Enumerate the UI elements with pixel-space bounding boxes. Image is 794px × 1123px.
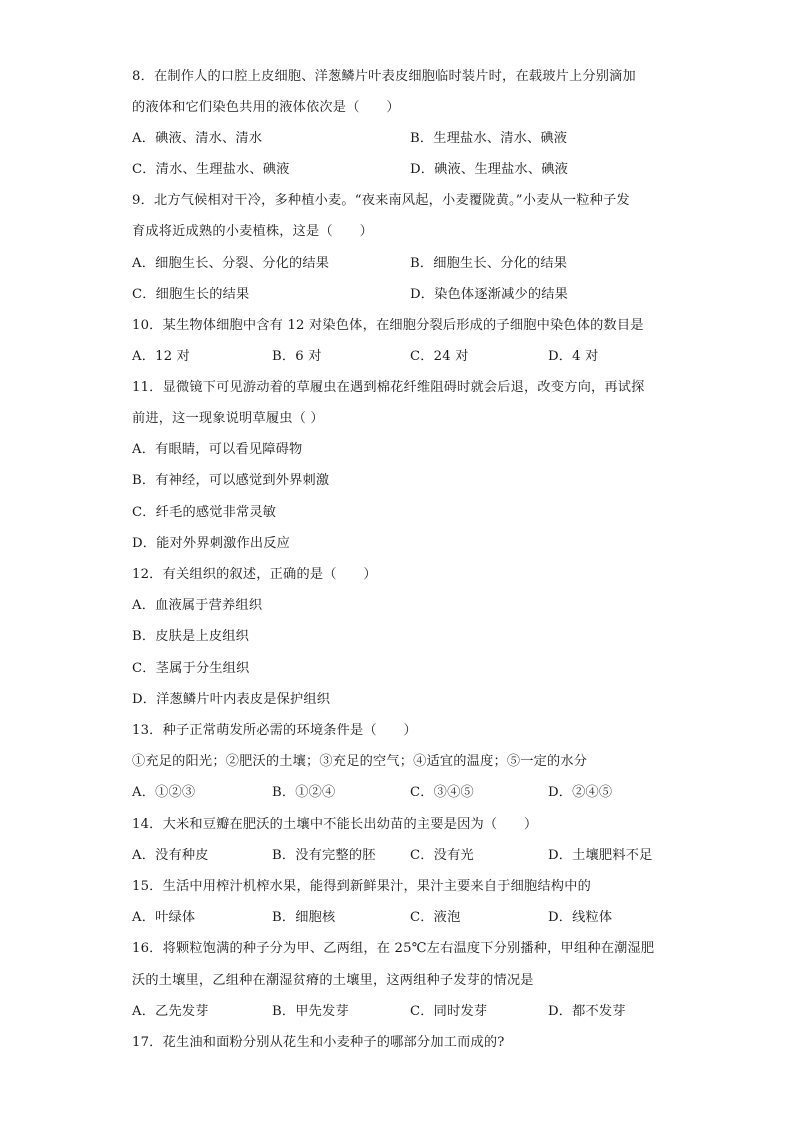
q15-option-a: A．叶绿体: [132, 910, 196, 925]
q10-option-a: A．12 对: [132, 349, 191, 364]
q16-stem-line2: 沃的土壤里，乙组种在潮湿贫瘠的土壤里，这两组种子发芽的情况是: [132, 973, 534, 988]
q11-stem-line1: 11．显微镜下可见游动着的草履虫在遇到棉花纤维阻碍时就会后退，改变方向，再试探: [132, 380, 645, 395]
q14-option-c: C．没有光: [410, 848, 474, 863]
q15-stem-line1: 15．生活中用榨汁机榨水果，能得到新鲜果汁，果汁主要来自于细胞结构中的: [132, 879, 591, 894]
q9-option-a: A．细胞生长、分裂、分化的结果: [132, 256, 330, 271]
q13-option-d: D．②④⑤: [548, 785, 613, 800]
q15-option-d: D．线粒体: [548, 910, 613, 925]
q8-stem-line2: 的液体和它们染色共用的液体依次是（ ）: [132, 100, 400, 115]
q8-option-c: C．清水、生理盐水、碘液: [132, 162, 290, 177]
q12-option-d: D．洋葱鳞片叶内表皮是保护组织: [132, 692, 331, 707]
q11-option-d: D．能对外界刺激作出反应: [132, 536, 291, 551]
q11-option-b: B．有神经，可以感觉到外界刺激: [132, 473, 330, 488]
q13-stem-line2: ①充足的阳光；②肥沃的土壤；③充足的空气；④适宜的温度；⑤一定的水分: [132, 754, 588, 769]
q10-option-b: B．6 对: [272, 349, 322, 364]
q12-option-c: C．茎属于分生组织: [132, 661, 250, 676]
q14-stem-line1: 14．大米和豆瓣在肥沃的土壤中不能长出幼苗的主要是因为（ ）: [132, 817, 538, 832]
q13-stem-line1: 13．种子正常萌发所必需的环境条件是（ ）: [132, 723, 417, 738]
q13-option-c: C．③④⑤: [410, 785, 474, 800]
q11-option-c: C．纤毛的感觉非常灵敏: [132, 505, 277, 520]
q16-option-b: B．甲先发芽: [272, 1004, 349, 1019]
q16-option-d: D．都不发芽: [548, 1004, 626, 1019]
q14-option-d: D．土壤肥料不足: [548, 848, 653, 863]
q8-stem-line1: 8．在制作人的口腔上皮细胞、洋葱鳞片叶表皮细胞临时装片时，在载玻片上分别滴加: [132, 69, 636, 84]
q12-option-b: B．皮肤是上皮组织: [132, 629, 249, 644]
q16-option-c: C．同时发芽: [410, 1004, 488, 1019]
q16-stem-line1: 16．将颗粒饱满的种子分为甲、乙两组，在 25℃左右温度下分别播种，甲组种在潮湿肥: [132, 941, 655, 956]
q9-stem-line1: 9．北方气候相对干冷，多种植小麦。“夜来南风起，小麦覆陇黄。”小麦从一粒种子发: [132, 193, 630, 208]
q8-option-b: B．生理盐水、清水、碘液: [410, 131, 568, 146]
q11-stem-line2: 前进，这一现象说明草履虫（ ）: [132, 411, 324, 426]
q12-stem-line1: 12．有关组织的叙述，正确的是（ ）: [132, 567, 377, 582]
q13-option-a: A．①②③: [132, 785, 196, 800]
q9-option-d: D．染色体逐渐减少的结果: [410, 287, 569, 302]
q15-option-b: B．细胞核: [272, 910, 336, 925]
q14-option-a: A．没有种皮: [132, 848, 209, 863]
q9-option-c: C．细胞生长的结果: [132, 287, 250, 302]
q15-option-c: C．液泡: [410, 910, 461, 925]
q13-option-b: B．①②④: [272, 785, 336, 800]
q8-option-d: D．碘液、生理盐水、碘液: [410, 162, 569, 177]
q14-option-b: B．没有完整的胚: [272, 848, 376, 863]
q9-stem-line2: 育成将近成熟的小麦植株，这是（ ）: [132, 224, 373, 239]
q12-option-a: A．血液属于营养组织: [132, 598, 263, 613]
q9-option-b: B．细胞生长、分化的结果: [410, 256, 568, 271]
q17-stem-line1: 17．花生油和面粉分别从花生和小麦种子的哪部分加工而成的?: [132, 1035, 505, 1050]
q8-option-a: A．碘液、清水、清水: [132, 131, 263, 146]
q10-stem-line1: 10．某生物体细胞中含有 12 对染色体，在细胞分裂后形成的子细胞中染色体的数目是: [132, 318, 644, 333]
q16-option-a: A．乙先发芽: [132, 1004, 209, 1019]
q10-option-d: D．4 对: [548, 349, 599, 364]
q11-option-a: A．有眼睛，可以看见障碍物: [132, 442, 303, 457]
q10-option-c: C．24 对: [410, 349, 469, 364]
